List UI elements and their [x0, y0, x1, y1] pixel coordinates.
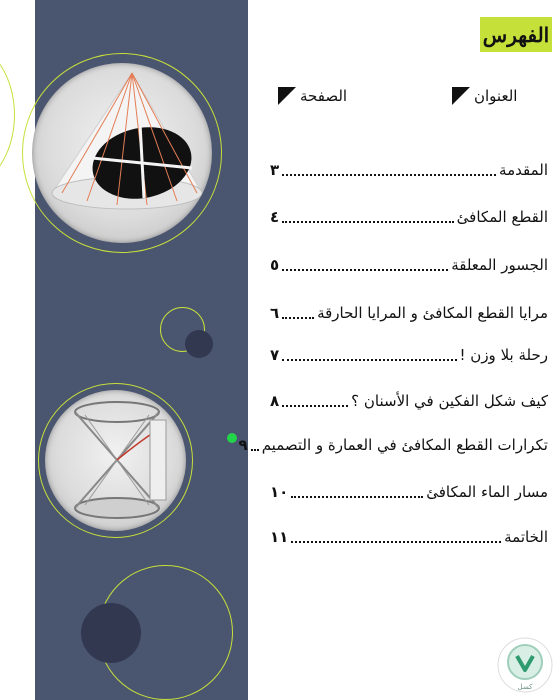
toc-item-page: ٤ [270, 208, 280, 226]
column-header-title [452, 87, 517, 105]
toc-item [270, 522, 548, 552]
toc-item [270, 250, 548, 280]
toc-item-title: الجسور المعلقة [451, 256, 548, 274]
toc-item-title: مسار الماء المكافئ [426, 483, 548, 501]
toc-item-page: ٣ [270, 161, 280, 179]
toc-item-page: ٥ [270, 256, 280, 274]
toc-leader [291, 496, 423, 498]
column-header-title-label: العنوان [474, 87, 518, 105]
toc-item-title: تكرارات القطع المكافئ في العمارة و التصميم [261, 436, 548, 454]
column-header-page-label: الصفحة [300, 87, 348, 105]
toc-item-page: ٩ [238, 436, 248, 454]
page-title: الفهرس [480, 17, 552, 52]
toc-leader [282, 221, 454, 223]
toc-item [270, 155, 548, 185]
toc-item [270, 477, 548, 507]
triangle-marker-icon [452, 87, 470, 105]
toc-leader [291, 541, 501, 543]
decor-dot-green [227, 433, 237, 443]
decor-ring-edge [0, 40, 15, 190]
toc-item-title: كيف شكل الفكين في الأسنان ؟ [351, 392, 548, 410]
toc-leader [282, 317, 314, 319]
toc-item-page: ٦ [270, 304, 280, 322]
cone-photo [32, 63, 212, 243]
toc-item-page: ٨ [270, 392, 280, 410]
toc-item [270, 386, 548, 416]
toc-item-title: رحلة بلا وزن ! [459, 346, 548, 364]
column-header-page [278, 87, 347, 105]
toc-leader [282, 269, 448, 271]
toc-item-page: ١١ [270, 528, 289, 546]
toc-item-title: القطع المكافئ [456, 208, 548, 226]
toc-leader [282, 405, 348, 407]
toc-item-title: مرايا القطع المكافئ و المرايا الحارقة [317, 304, 548, 322]
toc-item [270, 340, 548, 370]
decor-dot-dark [185, 330, 213, 358]
brand-logo [496, 636, 554, 694]
toc-item [270, 202, 548, 232]
toc-item-page: ١٠ [270, 483, 289, 501]
toc-item-page: ٧ [270, 346, 280, 364]
toc-item-title: الخاتمة [504, 528, 548, 546]
toc-item [270, 298, 548, 328]
triangle-marker-icon [278, 87, 296, 105]
decor-dot-large [81, 603, 141, 663]
toc-leader [251, 449, 259, 451]
toc-item-title: المقدمة [499, 161, 548, 179]
logo-text: كسل [517, 683, 533, 691]
toc-leader [282, 174, 496, 176]
hyperboloid-photo [45, 390, 186, 531]
toc-leader [282, 359, 456, 361]
toc-item [238, 430, 548, 460]
